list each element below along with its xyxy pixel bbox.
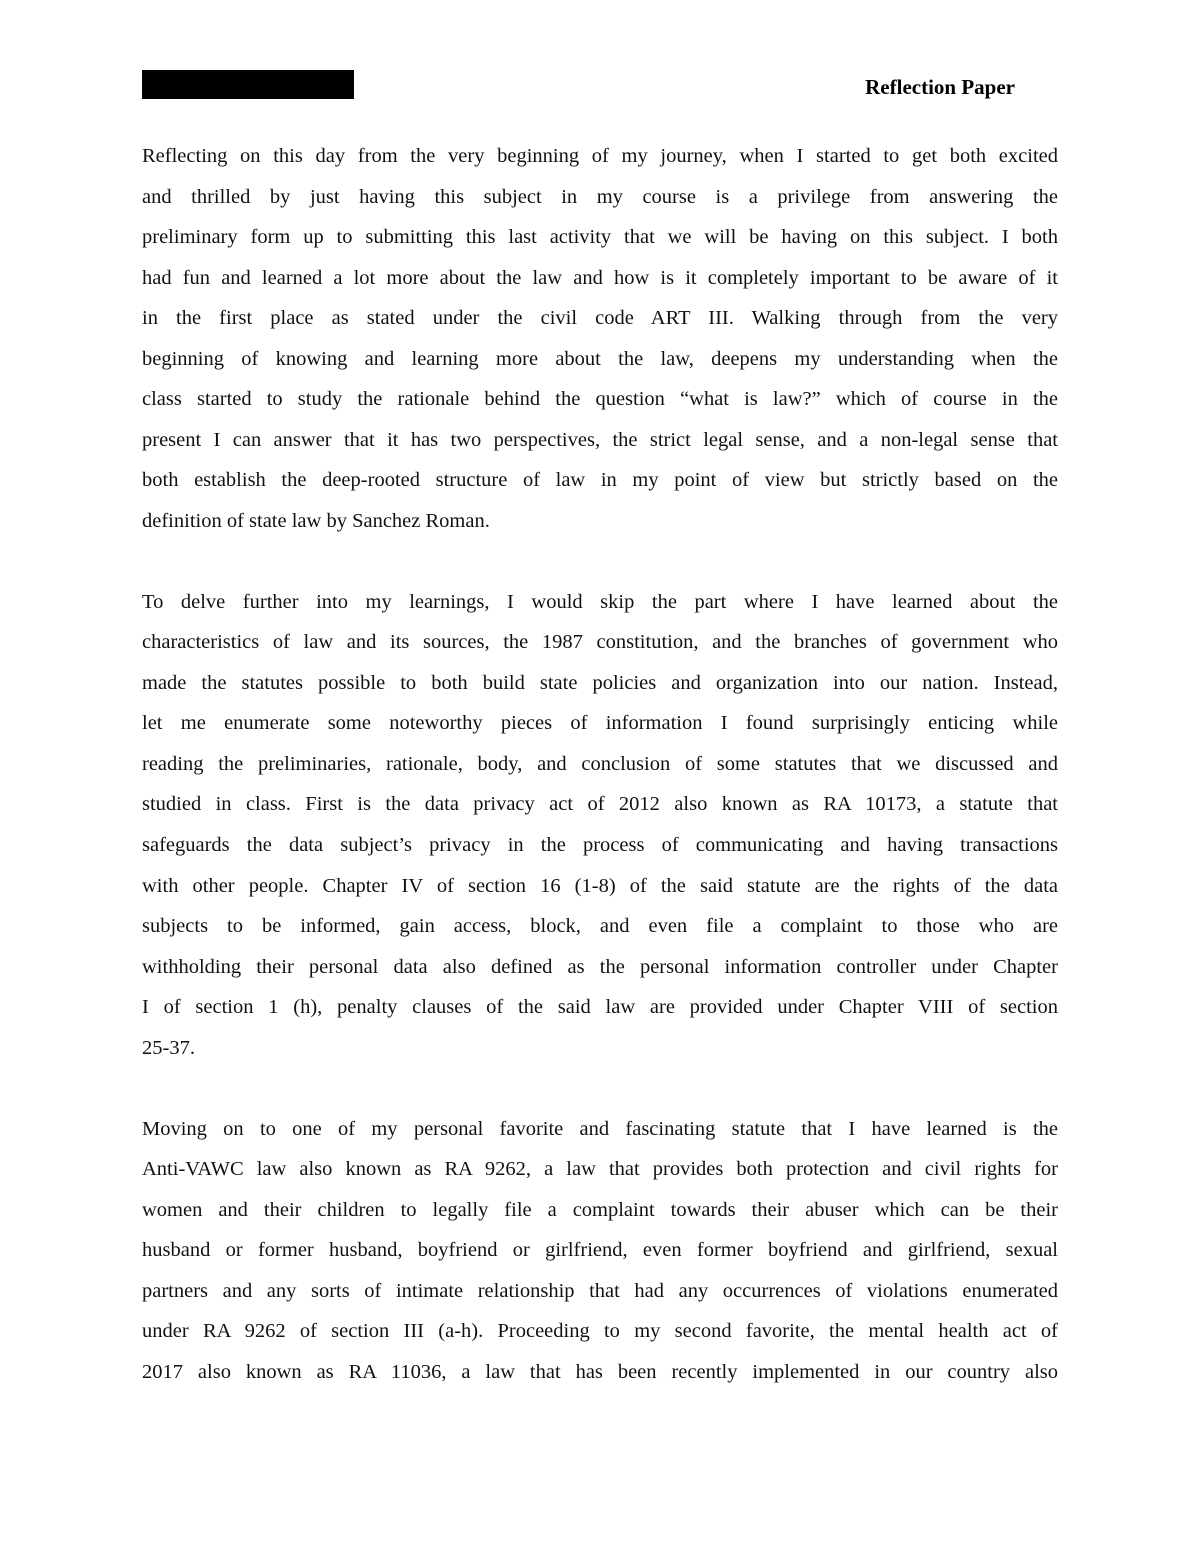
paragraph-2-line: To delve further into my learnings, I would skip the part where I have learned about the: [142, 590, 1058, 613]
paragraph-2-line: characteristics of law and its sources, the 1987 constitution, and the branches of government who: [142, 631, 1058, 654]
paragraph-1-line: beginning of knowing and learning more about the law, deepens my understanding when the: [142, 347, 1058, 370]
paragraph-3-line: Moving on to one of my personal favorite and fascinating statute that I have learned is the: [142, 1117, 1058, 1140]
paragraph-3-line: partners and any sorts of intimate relationship that had any occurrences of violations enumerated: [142, 1279, 1058, 1302]
paragraph-2-line: studied in class. First is the data privacy act of 2012 also known as RA 10173, a statute that: [142, 793, 1058, 816]
paragraph-1-line: present I can answer that it has two perspectives, the strict legal sense, and a non-legal sense that: [142, 428, 1058, 451]
paragraph-3-line: under RA 9262 of section III (a-h). Proceeding to my second favorite, the mental health act of: [142, 1320, 1058, 1343]
paragraph-2-line: let me enumerate some noteworthy pieces of information I found surprisingly enticing while: [142, 712, 1058, 735]
paragraph-1-line: Reflecting on this day from the very beginning of my journey, when I started to get both excited: [142, 145, 1058, 167]
paragraph-3-line: women and their children to legally file a complaint towards their abuser which can be their: [142, 1198, 1058, 1221]
paragraph-1-line: class started to study the rationale behind the question “what is law?” which of course in the: [142, 388, 1058, 411]
paragraph-2-line: subjects to be informed, gain access, block, and even file a complaint to those who are: [142, 915, 1058, 938]
paragraph-2-line: withholding their personal data also defined as the personal information controller under Chapter: [142, 955, 1058, 978]
paragraph-2-line: 25-37.: [142, 1036, 195, 1059]
paragraph-3-line: 2017 also known as RA 11036, a law that has been recently implemented in our country also: [142, 1360, 1058, 1383]
paragraph-2-line: with other people. Chapter IV of section 16 (1-8) of the said statute are the rights of the data: [142, 874, 1058, 897]
paragraph-1-line: definition of state law by Sanchez Roman.: [142, 509, 490, 532]
paragraph-2-line: made the statutes possible to both build state policies and organization into our nation. Instead,: [142, 671, 1058, 694]
paragraph-1-line: had fun and learned a lot more about the law and how is it completely important to be aware of it: [142, 266, 1058, 289]
document-title: Reflection Paper: [865, 75, 1015, 99]
paragraph-3-line: Anti-VAWC law also known as RA 9262, a law that provides both protection and civil rights for: [142, 1158, 1058, 1181]
paragraph-1-line: and thrilled by just having this subject in my course is a privilege from answering the: [142, 185, 1058, 208]
paragraph-2-line: safeguards the data subject’s privacy in the process of communicating and having transactions: [142, 834, 1058, 856]
redacted-name-box: [142, 70, 354, 99]
paragraph-1-line: preliminary form up to submitting this last activity that we will be having on this subject. I both: [142, 226, 1058, 249]
paragraph-3-line: husband or former husband, boyfriend or girlfriend, even former boyfriend and girlfriend, sexual: [142, 1239, 1058, 1262]
paragraph-2-line: I of section 1 (h), penalty clauses of the said law are provided under Chapter VIII of section: [142, 996, 1058, 1019]
paragraph-1-line: both establish the deep-rooted structure of law in my point of view but strictly based on the: [142, 469, 1058, 492]
paragraph-1-line: in the first place as stated under the civil code ART III. Walking through from the very: [142, 307, 1058, 330]
paragraph-2-line: reading the preliminaries, rationale, body, and conclusion of some statutes that we discussed and: [142, 752, 1058, 775]
